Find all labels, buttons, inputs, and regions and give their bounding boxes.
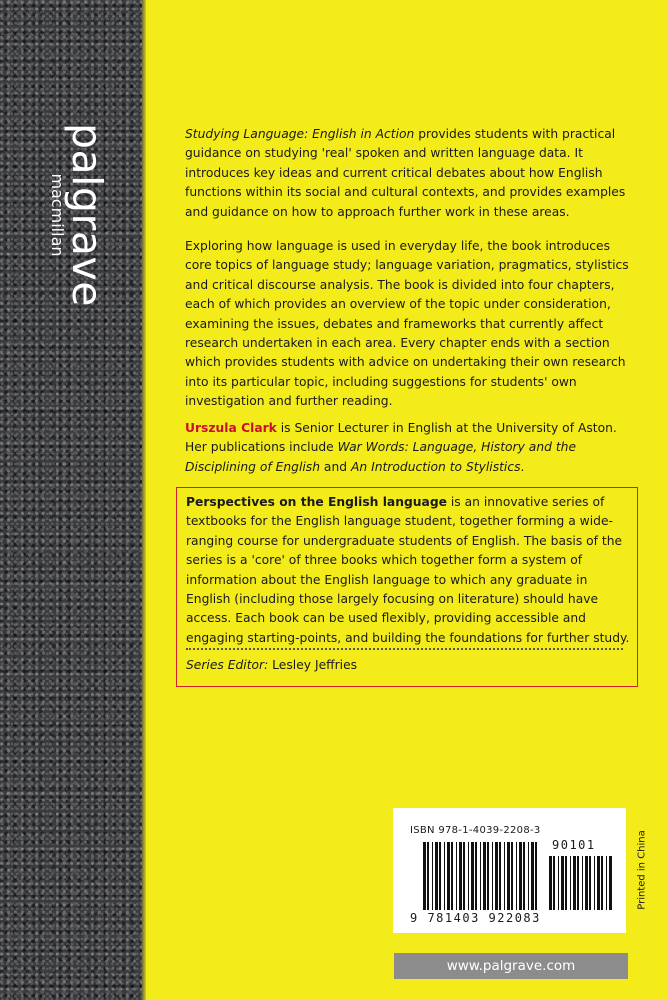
barcode-bar — [435, 842, 438, 910]
barcode-bar — [492, 842, 493, 910]
book-title: Studying Language: English in Action — [185, 127, 415, 141]
author-bio-text: is Senior Lecturer in English at the University of Aston. Her publications include — [185, 421, 617, 455]
barcode-bar — [553, 856, 555, 910]
author-book-1: War Words: Language, History and the Disciplining of English — [185, 440, 577, 474]
barcode-bar — [609, 856, 612, 910]
dotted-divider — [186, 648, 623, 650]
printed-in: Printed in China — [636, 830, 648, 910]
barcode-addon-digits: 90101 — [552, 838, 596, 852]
barcode-bar — [427, 842, 429, 910]
series-title: Perspectives on the English language — [186, 495, 447, 509]
barcode-bar — [447, 842, 450, 910]
barcode-bar — [573, 856, 576, 910]
barcode-bar — [570, 856, 571, 910]
barcode-bar — [516, 842, 517, 910]
barcode-bar — [565, 856, 567, 910]
author-book-2: An Introduction to Stylistics — [350, 459, 521, 474]
barcode-bar — [483, 842, 486, 910]
barcode-bar — [589, 856, 591, 910]
barcode-bar — [597, 856, 600, 910]
barcode-bar — [487, 842, 489, 910]
barcode-bar — [432, 842, 433, 910]
ean-bars — [423, 842, 537, 910]
barcode-bar — [523, 842, 525, 910]
barcode-bar — [601, 856, 603, 910]
barcode-bar — [535, 842, 537, 910]
barcode-bar — [507, 842, 510, 910]
barcode-bar — [528, 842, 529, 910]
barcode-bar — [459, 842, 462, 910]
barcode-bar — [531, 842, 534, 910]
barcode-digits: 9 781403 922083 — [410, 911, 541, 925]
series-editor — [186, 656, 357, 675]
barcode-bar — [439, 842, 441, 910]
barcode-bar — [463, 842, 465, 910]
barcode-bar — [451, 842, 453, 910]
series-editor-name: Lesley Jeffries — [268, 658, 358, 672]
barcode-bar — [423, 842, 426, 910]
series-box — [176, 487, 638, 687]
author-bio-end: . — [520, 459, 525, 474]
blurb-paragraph-2: Exploring how language is used in everyday life, the book introduces core topics of language study; language variation, pragmatics, stylistics and critical discourse analysis. The book is divided into four chapters, each of which provides an overview of the topic under consideration, examining the issues, debates and frameworks that currently affect research undertaken in each area. Every chapter ends with a section which provides students with advice on undertaking their own research into its particular topic, including suggestions for students' own investigation and further reading. — [185, 239, 629, 409]
author-name: Urszula Clark — [185, 421, 277, 435]
blurb-text-1: provides students with practical guidance on studying 'real' spoken and written language data. It introduces key ideas and current critical debates about how English functions within its social and cultural contexts, and provides examples and guidance on how to approach further work in these areas. — [185, 127, 626, 219]
barcode-bar — [475, 842, 477, 910]
barcode-bar — [444, 842, 445, 910]
publisher-url[interactable]: www.palgrave.com — [394, 953, 628, 979]
barcode-bar — [499, 842, 501, 910]
barcode-bar — [511, 842, 513, 910]
isbn-text: ISBN 978-1-4039-2208-3 — [410, 825, 541, 836]
publisher-imprint: macmillan — [48, 173, 67, 257]
barcode-bar — [456, 842, 457, 910]
publisher-logo — [48, 122, 111, 308]
barcode-bar — [558, 856, 559, 910]
publisher-name: palgrave — [63, 122, 111, 308]
blurb-paragraph-1 — [185, 125, 635, 222]
barcode-bar — [585, 856, 588, 910]
barcode-bar — [519, 842, 522, 910]
series-text: is an innovative series of textbooks for the English language student, together forming a wide-ranging course for undergraduate students of English. The basis of the series is a 'core' of three books which together form a system of information about the English language to which any graduate in English (including those largely focusing on literature) should have access. Each book can be used flexibly, providing accessible and engaging starting-points, and building the foundations for further study. — [186, 495, 630, 645]
addon-bars — [549, 856, 612, 910]
barcode-bar — [504, 842, 505, 910]
barcode-bar — [468, 842, 469, 910]
barcode-bar — [495, 842, 498, 910]
barcode-bar — [549, 856, 552, 910]
barcode-bar — [582, 856, 583, 910]
spine-edge — [142, 0, 146, 1000]
barcode-bar — [561, 856, 564, 910]
barcode-bar — [594, 856, 595, 910]
barcode-bar — [471, 842, 474, 910]
author-bio — [185, 419, 635, 477]
barcode-bar — [480, 842, 481, 910]
series-editor-label: Series Editor: — [186, 658, 269, 672]
barcode-bar — [606, 856, 607, 910]
barcode-panel — [393, 808, 626, 933]
series-description — [186, 493, 633, 648]
author-bio-conjunction: and — [320, 459, 351, 474]
barcode-bar — [577, 856, 579, 910]
